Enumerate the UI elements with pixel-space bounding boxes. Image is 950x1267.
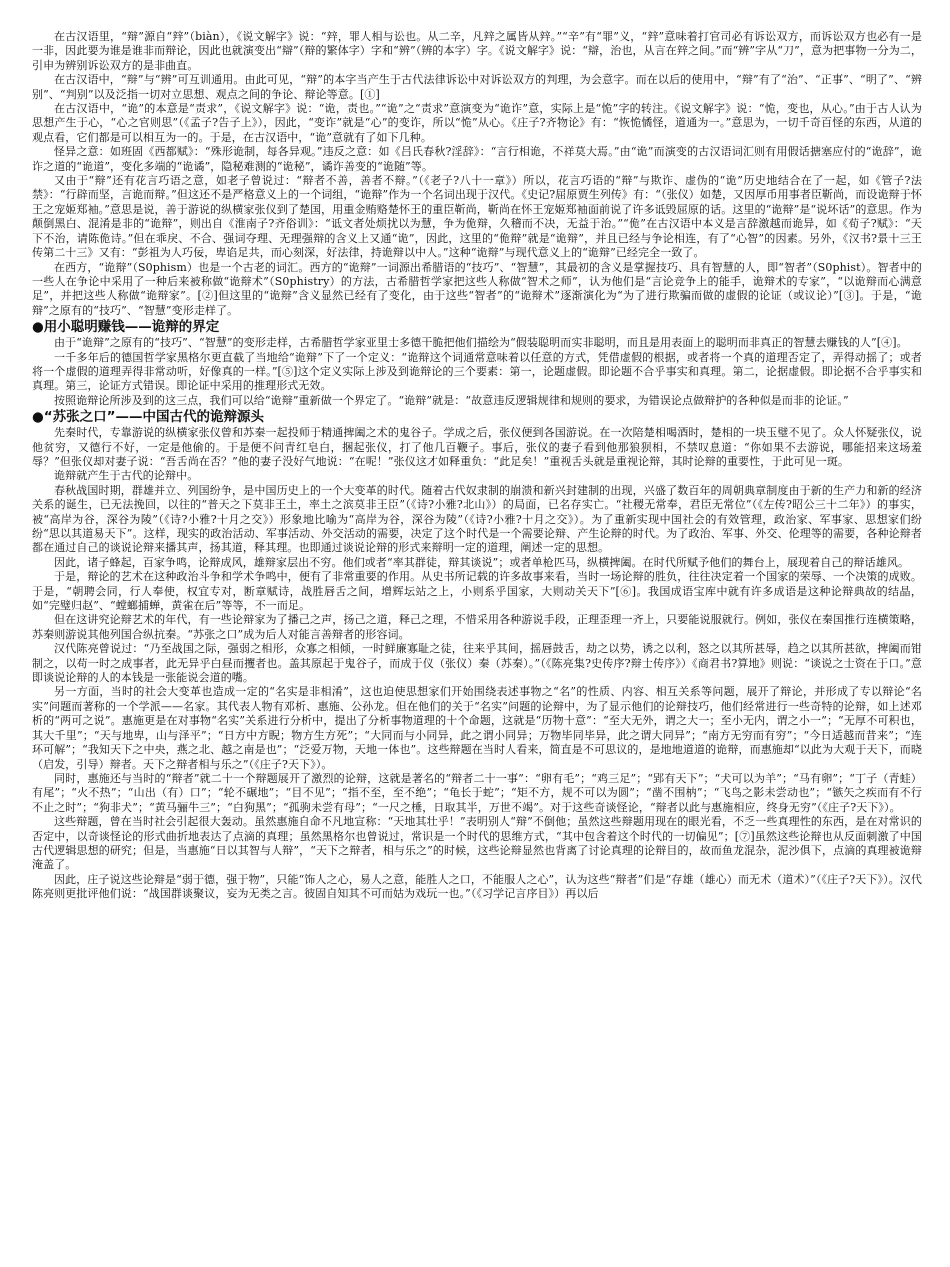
body-paragraph: 在古汉语里，“辩”源自“辡”（biàn），《说文解字》说：“辡，罪人相与讼也。从二辛，凡辡之属皆从辡。”“辛”有“罪”义，“辡”意味着打官司必有诉讼双方，而诉讼双方也必有一是一非，因此要为谁是谁非而辩论，因此也就演变出“辯”（辩的繁体字）字和“辨”（辨的本字）字。《说文解字》说：“辯，治也，从言在辡之间。”而“辨”字从“刀”，意为把事物一分为二，引申为辨别诉讼双方的是非曲直。 xyxy=(32,30,922,72)
body-paragraph: 但在这讲究论辩艺术的年代，有一些论辩家为了播己之声，扬己之道，释己之理，不惜采用各种游说手段，正理歪理一齐上，只要能说服就行。例如，张仪在秦国推行连横策略，苏秦则游说其他列国合纵抗秦。“苏张之口”成为后人对能言善辩者的形容词。 xyxy=(32,613,922,641)
body-paragraph: 在古汉语中，“诡”的本意是“责求”，《说文解字》说：“诡，责也。”“诡”之“责求”意演变为“诡诈”意，实际上是“恑”字的转注。《说文解字》说：“恑，变也，从心。”由于古人认为思想产生于心，“心之官则思”（《孟子?告子上》），因此，“变诈”就是“心”的变诈，所以“恑”从心。《庄子?齐物论》有：“恢恑憰怪，道通为一。”意思为，一切千奇百怪的东西，从道的观点看，它们都是可以相互为一的。于是，在古汉语中，“诡”意就有了如下几种。 xyxy=(32,102,922,144)
body-paragraph: 因此，庄子说这些论辩是“弱于德，强于物”，只能“饰人之心，易人之意，能胜人之口，不能服人之心”，认为这些“辩者”们是“存雄（雄心）而无术（道术）”（《庄子?天下》）。汉代陈亮则更批评他们说：“战国群谈聚议，妄为无类之言。彼固自知其不可而姑为戏玩一也。”（《习学记言序目》）再以后 xyxy=(32,872,922,901)
body-paragraph: 于是，辩论的艺术在这种政治斗争和学术争鸣中，便有了非常重要的作用。从史书所记载的许多故事来看，当时一场论辩的胜负，往往决定着一个国家的荣辱、一个决策的成败。于是，“朝聘会同，行人奉使，权宜专对，断章赋诗，战胜唇舌之间，增辉坛站之上，小则系乎国家，大则动关天下”[⑥]。我国成语宝库中就有许多成语是这种论辩典故的结晶，如“完璧归赵”、“螳螂捕蝉，黄雀在后”等等，不一而足。 xyxy=(32,570,922,613)
body-paragraph: 同时，惠施还与当时的“辩者”就二十一个辩题展开了激烈的论辩，这就是著名的“辩者二十一事”：“卵有毛”；“鸡三足”；“郢有天下”；“犬可以为羊”；“马有卵”；“丁子（青蛙）有尾”；“火不热”；“山出（有）口”；“轮不碾地”；“目不见”；“指不至，至不绝”；“龟长于蛇”；“矩不方，规不可以为圆”；“凿不围枘”；“飞鸟之影未尝动也”；“镞矢之疾而有不行不止之时”；“狗非犬”；“黄马骊牛三”；“白狗黑”；“孤驹未尝有母”；“一尺之棰，日取其半，万世不竭”。对于这些奇谈怪论，“辩者以此与惠施相应，终身无穷”（《庄子?天下》）。 xyxy=(32,771,922,814)
body-paragraph: 由于“诡辩”之原有的“技巧”、“智慧”的变形走样，古希腊哲学家亚里士多德干脆把他们描绘为“假装聪明而实非聪明，而且是用表面上的聪明而非真正的智慧去赚钱的人”[④]。 xyxy=(54,336,908,350)
body-paragraph: 汉代陈亮曾说过：“乃至战国之际，强弱之相形，众寡之相倾，一时鲜廉寡耻之徒，往来乎其间，摇唇鼓舌，劫之以势，诱之以利，怒之以其所甚辱，趋之以其所甚欲，捭阖而钳制之，以苟一时之成事者，此无异乎白昼而攫者也。盖其原起于鬼谷子，而成于仪（张仪）秦（苏秦）。”（《陈亮集?史传序?辩士传序》）《商君书?算地》则说：“谈说之士资在于口。”意即谈说论辩的人的本钱是一张能说会道的嘴。 xyxy=(32,642,922,685)
body-paragraph: 因此，诸子蜂起，百家争鸣，论辩成风，雄辩家层出不穷。他们或者“率其群徒，辩其谈说”；或者单枪匹马，纵横捭阖。在时代所赋予他们的舞台上，展现着自己的辩话雄风。 xyxy=(54,555,910,569)
body-paragraph: 诡辩就产生于古代的论辩中。 xyxy=(54,469,199,483)
body-paragraph: 又由于“辩”还有花言巧语之意，如老子曾说过：“辩者不善，善者不辩。”（《老子?八十一章》）所以，花言巧语的“辩”与欺诈、虚伪的“诡”历史地结合在了一起，如《管子?法禁》：“行辟而坚，言诡而辩。”但这还不是严格意义上的一个词组，“诡辩”作为一个名词出现于汉代。《史记?屈原贾生列传》有：“（张仪）如楚，又因厚币用事者臣靳尚，而设诡辩于怀王之宠姬郑袖。”意思是说，善于游说的纵横家张仪到了楚国，用重金贿赂楚怀王的重臣靳尚，靳尚在怀王宠姬郑袖面前说了许多诋毁屈原的话。这里的“诡辩”是“说坏话”的意思。作为颠倒黑白、混淆是非的“诡辩”，则出自《淮南子?齐俗训》：“诋文者处烦扰以为慧，争为佹辩，久稽而不决，无益于治。”“佹”在古汉语中本义是言辞激越而诡异，如《荀子?赋》：“天下不治，请陈佹诗。”但在乖戾、不合、强词夺理、无理强辩的含义上又通“诡”，因此，这里的“佹辩”就是“诡辩”，并且已经与争论相连，有了“心智”的因素。另外，《汉书?景十三王传第二十三》又有：“彭祖为人巧佞，卑谄足共，而心刻深，好法律，持诡辩以中人。”这种“诡辩”与现代意义上的“诡辩”已经完全一致了。 xyxy=(32,174,922,260)
body-paragraph: 这些辩题，曾在当时社会引起很大轰动。虽然惠施自命不凡地宣称：“天地其壮乎！”表明别人“辩”不倒他；虽然这些辩题用现在的眼光看，不乏一些真理性的东西，是在对常识的否定中，以奇谈怪论的形式曲折地表达了点滴的真理；虽然黑格尔也曾说过，常识是一个时代的思维方式，“其中包含着这个时代的一切偏见”；[⑦]虽然这些论辩也从反面刺激了中国古代逻辑思想的研究；但是，当惠施“日以其智与人辩”，“天下之辩者，相与乐之”的时候，这些论辩显然也背离了讨论真理的论辩目的，故而鱼龙混杂，泥沙俱下，点滴的真理被诡辩淹盖了。 xyxy=(32,815,922,872)
body-paragraph: 另一方面，当时的社会大变革也造成一定的“名实是非相淆”，这也迫使思想家们开始围绕表述事物之“名”的性质、内容、相互关系等问题，展开了辩论，并形成了专以辩论“名实”问题而著称的一个学派——名家。其代表人物有邓析、惠施、公孙龙。但在他们的关于“名实”问题的论辩中，为了显示他们的论辩技巧，他们经常进行一些奇特的论辩，如上述邓析的“两可之说”。惠施更是在对事物“名实”关系进行分析中，提出了分析事物道理的十个命题，这就是“历物十意”：“至大无外，谓之大一；至小无内，谓之小一”；“无厚不可积也，其大千里”；“天与地卑，山与泽平”；“日方中方睨；物方生方死”；“大同而与小同异，此之谓小同异；万物毕同毕异，此之谓大同异”；“南方无穷而有穷”；“今日适越而昔来”；“连环可解”；“我知天下之中央，燕之北、越之南是也”；“泛爱万物，天地一体也”。这些辩题在当时人看来，简直是不可思议的，是地地道道的诡辩，而惠施却“以此为大观于天下，而晓（启发，引导）辩者。天下之辩者相与乐之”（《庄子?天下》）。 xyxy=(32,685,922,771)
body-paragraph: 先秦时代，专靠游说的纵横家张仪曾和苏秦一起投师于精通捭阖之术的鬼谷子。学成之后，张仪便到各国游说。在一次陪楚相喝酒时，楚相的一块玉璧不见了。众人怀疑张仪，说他贫穷，又德行不好，一定是他偷的。于是便不问青红皂白，捆起张仪，打了他几百鞭子。事后，张仪的妻子看到他那狼狈相，不禁叹息道：“你如果不去游说，哪能招来这场羞辱？”但张仪却对妻子说：“吾舌尚在否？”他的妻子没好气地说：“在呢！”张仪这才如释重负：“此足矣！”重视舌头就是重视论辩，其时论辩的重要性，于此可见一斑。 xyxy=(32,426,922,468)
section-heading: ●用小聪明赚钱——诡辩的界定 xyxy=(32,319,220,336)
body-paragraph: 在古汉语中，“辩”与“辨”可互训通用。由此可见，“辩”的本字当产生于古代法律诉讼中对诉讼双方的判理，为会意字。而在以后的使用中，“辩”有了“治”、“正事”、“明了”、“辨别”、“判别”以及泛指一切对立思想、观点之间的争论、辩论等意。[①] xyxy=(32,73,922,101)
body-paragraph: 按照诡辩论所涉及到的这三点，我们可以给“诡辩”重新做一个界定了。“诡辩”就是：“故意违反逻辑规律和规则的要求，为错误论点做辩护的各种似是而非的论证。” xyxy=(54,393,849,407)
body-paragraph: 在西方，“诡辩”（S0phism）也是一个古老的词汇。西方的“诡辩”一词源出希腊语的“技巧”、“智慧”，其最初的含义是掌握技巧、具有智慧的人，即“智者”（S0phist）。智者中的一些人在争论中采用了一种后来被称做“诡辩术”（S0phistry）的方法，古希腊哲学家把这些人称做“智术之师”，认为他们是“言论竞争上的能手，诡辩术的专家”，“以诡辩而心满意足”，并把这些人称做“诡辩家”。[②]但这里的“诡辩”含义显然已经有了变化，由于这些“智者”的“诡辩术”逐渐演化为“为了进行欺骗而做的虚假的论证（或议论）”[③]。于是，“诡辩”之原有的“技巧”、“智慧”变形走样了。 xyxy=(32,260,922,317)
body-paragraph: 怪异之意：如班固《西都赋》：“殊形诡制，每各异观。”违反之意：如《吕氏春秋?淫辞》：“言行相诡，不祥莫大焉。”由“诡”而演变的古汉语词汇则有用假话搪塞应付的“诡辞”，诡诈之道的“诡道”，变化多端的“诡谲”，隐秘难测的“诡秘”，谲诈善变的“诡随”等。 xyxy=(32,145,922,173)
body-paragraph: 春秋战国时期，群雄并立、列国纷争，是中国历史上的一个大变革的时代。随着古代奴隶制的崩溃和新兴封建制的出现，兴盛了数百年的周朝典章制度由于新的生产力和新的经济关系的诞生，已无法挽回，以往的“普天之下莫非王土，率土之滨莫非王臣”（《诗?小雅?北山》）的局面，已名存实亡。“社稷无常奉，君臣无常位”（《左传?昭公三十二年》）的事实，被“高岸为谷，深谷为陵”（《诗?小雅?十月之交》）形象地比喻为“高岸为谷，深谷为陵”（《诗?小雅?十月之交》）。为了重新实现中国社会的有效管理，政治家、军事家、思想家们纷纷“思以其道易天下”。这样，现实的政治活动、军事活动、外交活动的需要，决定了这个时代是一个需要论辩、产生论辩的时代。为了政治、军事、外交、伦理等的需要，各种论辩者都在通过自己的谈说论辩来播其声，扬其道，释其理。也即通过谈说论辩的形式来辩明一定的道理，阐述一定的思想。 xyxy=(32,483,922,555)
body-paragraph: 一千多年后的德国哲学家黑格尔更直截了当地给“诡辩”下了一个定义：“诡辩这个词通常意味着以任意的方式，凭借虚假的根据，或者将一个真的道理否定了，弄得动摇了；或者将一个虚假的道理弄得非常动听，好像真的一样。”[⑤]这个定义实际上涉及到诡辩论的三个要素：第一，论题虚假。即论题不合乎事实和真理。第二，论据虚假。即论据不合乎事实和真理。第三，论证方式错误。即论证中采用的推理形式无效。 xyxy=(32,350,922,393)
section-heading: ●“苏张之口”——中国古代的诡辩源头 xyxy=(32,409,265,426)
